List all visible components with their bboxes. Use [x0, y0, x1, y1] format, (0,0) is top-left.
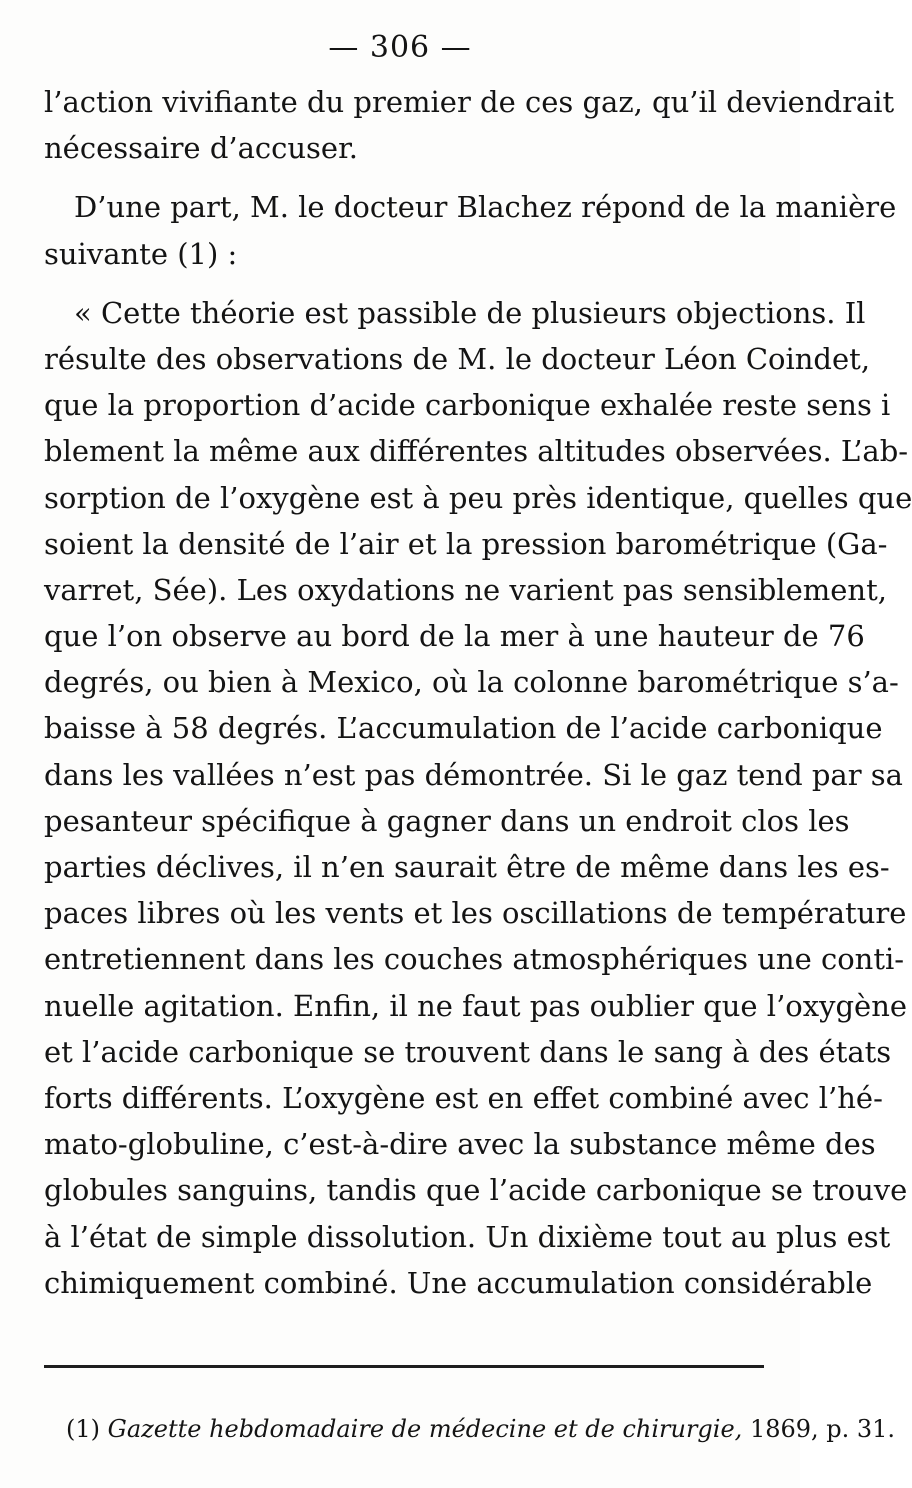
text-line: « Cette théorie est passible de plusieurs objections. Il — [74, 295, 866, 330]
text-line: pesanteur spécifique à gagner dans un endroit clos les — [44, 803, 850, 838]
text-line: mato-globuline, c’est-à-dire avec la substance même des — [44, 1127, 876, 1162]
text-line: entretiennent dans les couches atmosphériques une conti- — [44, 942, 905, 977]
paragraph-gap — [44, 277, 758, 290]
text-line: suivante (1) : — [44, 236, 238, 271]
text-line: forts différents. L’oxygène est en effet combiné avec l’hé- — [44, 1080, 883, 1115]
text-line: chimiquement combiné. Une accumulation considérable — [44, 1265, 873, 1300]
text-line: globules sanguins, tandis que l’acide carbonique se trouve — [44, 1173, 908, 1208]
text-line: à l’état de simple dissolution. Un dixième tout au plus est — [44, 1219, 891, 1254]
text-line: varret, Sée). Les oxydations ne varient pas sensiblement, — [44, 572, 887, 607]
text-line: degrés, ou bien à Mexico, où la colonne barométrique s’a- — [44, 665, 899, 700]
text-line: dans les vallées n’est pas démontrée. Si le gaz tend par sa — [44, 757, 903, 792]
paragraph-gap — [44, 171, 758, 184]
footnote-marker: (1) — [66, 1415, 100, 1443]
text-line: nuelle agitation. Enfin, il ne faut pas oublier que l’oxygène — [44, 988, 908, 1023]
body-text — [44, 79, 912, 1306]
footnote-source-title: Gazette hebdomadaire de médecine et de chirurgie, — [107, 1415, 743, 1443]
text-line: soient la densité de l’air et la pression barométrique (Ga- — [44, 526, 888, 561]
text-line: paces libres où les vents et les oscillations de température — [44, 896, 907, 931]
text-line: blement la même aux différentes altitudes observées. L’ab- — [44, 434, 909, 469]
footnote-separator — [44, 1365, 764, 1368]
footnote — [66, 1411, 896, 1447]
text-line: et l’acide carbonique se trouvent dans le sang à des états — [44, 1034, 892, 1069]
text-line: sorption de l’oxygène est à peu près identique, quelles que — [44, 480, 912, 515]
footnote-citation: 1869, p. 31. — [749, 1415, 896, 1443]
text-line: nécessaire d’accuser. — [44, 131, 358, 166]
text-line: que l’on observe au bord de la mer à une hauteur de 76 — [44, 619, 865, 654]
page-number: — 306 — — [328, 30, 472, 65]
text-line: baisse à 58 degrés. L’accumulation de l’acide carbonique — [44, 711, 883, 746]
text-line: D’une part, M. le docteur Blachez répond de la manière — [74, 190, 897, 225]
text-line: parties déclives, il n’en saurait être de même dans les es- — [44, 850, 890, 884]
text-line: résulte des observations de M. le docteur Léon Coindet, — [44, 341, 871, 376]
text-line: l’action vivifiante du premier de ces gaz, qu’il deviendrait — [44, 85, 895, 119]
text-line: que la proportion d’acide carbonique exhalée reste sens i — [44, 388, 891, 423]
